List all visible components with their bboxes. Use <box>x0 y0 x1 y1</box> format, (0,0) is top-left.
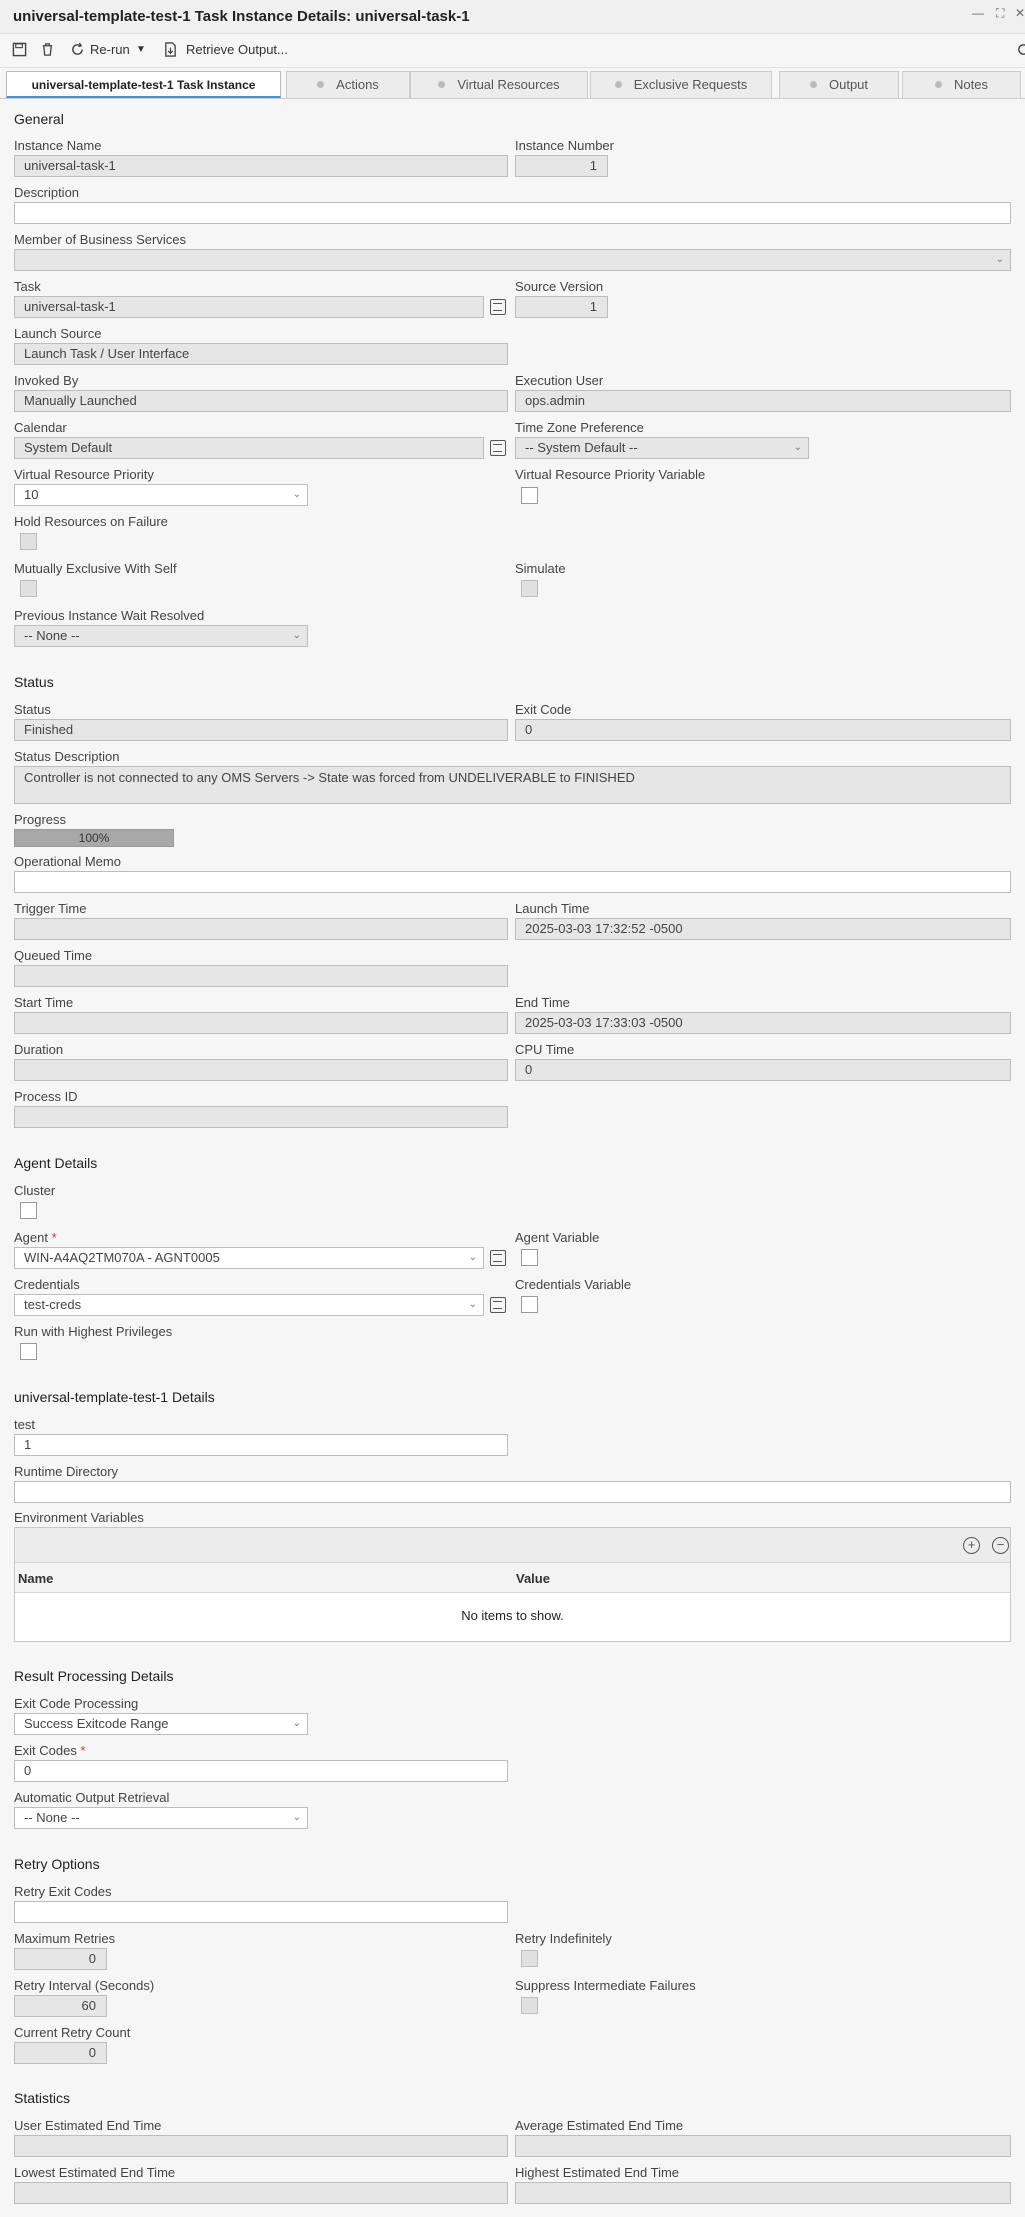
duration-label: Duration <box>14 1042 64 1057</box>
tab-label: Exclusive Requests <box>633 77 748 92</box>
simulate-checkbox <box>521 580 538 597</box>
maximize-icon[interactable]: ⛶ <box>996 6 1005 20</box>
simulate-label: Simulate <box>515 561 566 576</box>
time-zone-label: Time Zone Preference <box>515 420 644 435</box>
low-est-end-label: Lowest Estimated End Time <box>14 2165 176 2180</box>
description-field[interactable] <box>14 202 1011 224</box>
end-time-field: 2025-03-03 17:33:03 -0500 <box>515 1012 1011 1034</box>
description-label: Description <box>14 185 80 200</box>
rerun-chevron-down-icon[interactable]: ▼ <box>136 44 146 55</box>
tab-dot-icon <box>317 81 324 88</box>
agent-details-icon[interactable] <box>490 1250 506 1266</box>
auto-output-label: Automatic Output Retrieval <box>14 1790 170 1805</box>
runtime-directory-field[interactable] <box>14 1481 1011 1503</box>
launch-time-field: 2025-03-03 17:32:52 -0500 <box>515 918 1011 940</box>
credentials-details-icon[interactable] <box>490 1297 506 1313</box>
retry-interval-label: Retry Interval (Seconds) <box>14 1978 155 1993</box>
tab-label: universal-template-test-1 Task Instance <box>31 78 256 92</box>
task-field: universal-task-1 <box>14 296 484 318</box>
exit-code-processing-value: Success Exitcode Range <box>24 1716 169 1731</box>
vr-priority-value: 10 <box>24 487 39 502</box>
status-label: Status <box>14 702 51 717</box>
invoked-by-field: Manually Launched <box>14 390 508 412</box>
chevron-down-icon: ⌄ <box>468 1299 477 1310</box>
launch-source-label: Launch Source <box>14 326 102 341</box>
tab-task-instance[interactable] <box>6 71 281 98</box>
column-header-value[interactable]: Value <box>516 1571 550 1586</box>
instance-name-field: universal-task-1 <box>14 155 508 177</box>
credentials-select[interactable] <box>14 1294 484 1316</box>
chevron-down-icon: ⌄ <box>292 1718 301 1729</box>
calendar-label: Calendar <box>14 420 67 435</box>
grid-toolbar <box>15 1528 1010 1563</box>
tab-dot-icon <box>615 81 622 88</box>
hold-resources-checkbox <box>20 533 37 550</box>
low-est-end-field <box>14 2182 508 2204</box>
user-est-end-label: User Estimated End Time <box>14 2118 162 2133</box>
required-marker: * <box>80 1743 86 1758</box>
credentials-label: Credentials <box>14 1277 80 1292</box>
high-est-end-field <box>515 2182 1011 2204</box>
vr-priority-label: Virtual Resource Priority <box>14 467 154 482</box>
tab-label: Virtual Resources <box>457 77 560 92</box>
suppress-failures-label: Suppress Intermediate Failures <box>515 1978 696 1993</box>
tab-label: Output <box>828 77 869 92</box>
mutex-label: Mutually Exclusive With Self <box>14 561 177 576</box>
window-title: universal-template-test-1 Task Instance Details: universal-task-1 <box>13 8 470 25</box>
cpu-time-field: 0 <box>515 1059 1011 1081</box>
queued-time-field <box>14 965 508 987</box>
calendar-details-icon[interactable] <box>490 440 506 456</box>
section-retry-options: Retry Options <box>14 1856 100 1872</box>
chevron-down-icon: ⌄ <box>292 630 301 641</box>
exit-code-processing-select[interactable] <box>14 1713 308 1735</box>
cluster-checkbox[interactable] <box>20 1202 37 1219</box>
current-retry-field: 0 <box>14 2042 107 2064</box>
start-time-label: Start Time <box>14 995 74 1010</box>
chevron-down-icon: ⌄ <box>292 1812 301 1823</box>
chevron-down-icon: ⌄ <box>292 489 301 500</box>
instance-name-label: Instance Name <box>14 138 102 153</box>
instance-number-label: Instance Number <box>515 138 614 153</box>
suppress-failures-checkbox <box>521 1997 538 2014</box>
grid-header <box>15 1563 1010 1593</box>
exit-code-field: 0 <box>515 719 1011 741</box>
retry-exit-codes-field[interactable] <box>14 1901 508 1923</box>
toolbar <box>0 34 1025 68</box>
tab-virtual-resources[interactable] <box>410 71 588 98</box>
exit-code-processing-label: Exit Code Processing <box>14 1696 139 1711</box>
trigger-time-label: Trigger Time <box>14 901 87 916</box>
retry-interval-field: 60 <box>14 1995 107 2017</box>
agent-variable-label: Agent Variable <box>515 1230 600 1245</box>
avg-est-end-label: Average Estimated End Time <box>515 2118 684 2133</box>
chevron-down-icon: ⌄ <box>995 254 1004 265</box>
title-bar <box>0 0 1025 34</box>
execution-user-field: ops.admin <box>515 390 1011 412</box>
tab-label: Actions <box>336 77 379 92</box>
progress-value: 100% <box>78 831 110 845</box>
exit-code-label: Exit Code <box>515 702 572 717</box>
chevron-down-icon: ⌄ <box>793 442 802 453</box>
prev-wait-label: Previous Instance Wait Resolved <box>14 608 205 623</box>
member-label: Member of Business Services <box>14 232 186 247</box>
tab-actions[interactable] <box>286 71 410 98</box>
delete-icon[interactable] <box>40 42 55 57</box>
tab-output[interactable] <box>779 71 899 98</box>
end-time-label: End Time <box>515 995 570 1010</box>
section-result-processing: Result Processing Details <box>14 1668 174 1684</box>
test-field[interactable]: 1 <box>14 1434 508 1456</box>
section-general: General <box>14 111 64 127</box>
calendar-field: System Default <box>14 437 484 459</box>
refresh-icon[interactable] <box>1016 42 1025 57</box>
status-description-field: Controller is not connected to any OMS Servers -> State was forced from UNDELIVERABLE to FINISHED <box>14 766 1011 804</box>
cluster-label: Cluster <box>14 1183 56 1198</box>
max-retries-label: Maximum Retries <box>14 1931 116 1946</box>
agent-label-text: Agent <box>14 1230 48 1245</box>
exit-codes-label-text: Exit Codes <box>14 1743 77 1758</box>
hold-resources-label: Hold Resources on Failure <box>14 514 168 529</box>
invoked-by-label: Invoked By <box>14 373 79 388</box>
tab-exclusive-requests[interactable] <box>590 71 772 98</box>
agent-select[interactable] <box>14 1247 484 1269</box>
rerun-button[interactable]: Re-run <box>90 42 130 57</box>
user-est-end-field <box>14 2135 508 2157</box>
vr-priority-var-checkbox[interactable] <box>521 487 538 504</box>
queued-time-label: Queued Time <box>14 948 93 963</box>
highest-privileges-checkbox[interactable] <box>20 1343 37 1360</box>
trigger-time-field <box>14 918 508 940</box>
retrieve-output-icon[interactable] <box>163 42 178 57</box>
section-status: Status <box>14 674 54 690</box>
prev-wait-value: -- None -- <box>24 628 80 643</box>
env-variables-label: Environment Variables <box>14 1510 144 1525</box>
process-id-label: Process ID <box>14 1089 78 1104</box>
section-template-details: universal-template-test-1 Details <box>14 1389 215 1405</box>
tab-dot-icon <box>438 81 445 88</box>
retry-indefinitely-checkbox <box>521 1950 538 1967</box>
prev-wait-select[interactable] <box>14 625 308 647</box>
avg-est-end-field <box>515 2135 1011 2157</box>
time-zone-value: -- System Default -- <box>525 440 638 455</box>
tab-dot-icon <box>810 81 817 88</box>
exit-codes-label <box>14 1743 86 1758</box>
column-header-name[interactable]: Name <box>18 1571 54 1586</box>
business-services-select[interactable] <box>14 249 1011 271</box>
progress-bar <box>14 829 174 847</box>
tab-dot-icon <box>935 81 942 88</box>
current-retry-label: Current Retry Count <box>14 2025 131 2040</box>
minimize-icon[interactable]: — <box>972 6 984 20</box>
time-zone-select[interactable] <box>515 437 809 459</box>
operational-memo-label: Operational Memo <box>14 854 121 869</box>
launch-source-field: Launch Task / User Interface <box>14 343 508 365</box>
execution-user-label: Execution User <box>515 373 604 388</box>
retrieve-output-button[interactable]: Retrieve Output... <box>186 42 288 57</box>
mutex-checkbox <box>20 580 37 597</box>
credentials-variable-checkbox[interactable] <box>521 1296 538 1313</box>
instance-number-field: 1 <box>515 155 608 177</box>
rerun-icon[interactable] <box>70 42 85 57</box>
agent-label <box>14 1230 57 1245</box>
vr-priority-var-label: Virtual Resource Priority Variable <box>515 467 706 482</box>
launch-time-label: Launch Time <box>515 901 590 916</box>
credentials-value: test-creds <box>24 1297 82 1312</box>
status-field: Finished <box>14 719 508 741</box>
duration-field <box>14 1059 508 1081</box>
save-icon[interactable] <box>12 42 27 57</box>
remove-row-icon[interactable]: − <box>992 1537 1009 1554</box>
tab-notes[interactable] <box>902 71 1021 98</box>
source-version-field: 1 <box>515 296 608 318</box>
section-agent-details: Agent Details <box>14 1155 98 1171</box>
add-row-icon[interactable]: + <box>963 1537 980 1554</box>
process-id-field <box>14 1106 508 1128</box>
auto-output-select[interactable] <box>14 1807 308 1829</box>
high-est-end-label: Highest Estimated End Time <box>515 2165 680 2180</box>
task-label: Task <box>14 279 41 294</box>
grid-empty-message: No items to show. <box>461 1608 564 1623</box>
exit-codes-field[interactable]: 0 <box>14 1760 508 1782</box>
progress-label: Progress <box>14 812 67 827</box>
agent-variable-checkbox[interactable] <box>521 1249 538 1266</box>
status-description-label: Status Description <box>14 749 120 764</box>
cpu-time-label: CPU Time <box>515 1042 575 1057</box>
task-details-icon[interactable] <box>490 299 506 315</box>
tab-label: Notes <box>954 77 988 92</box>
credentials-variable-label: Credentials Variable <box>515 1277 632 1292</box>
env-variables-grid <box>14 1527 1011 1642</box>
form-panel <box>0 98 1025 2217</box>
chevron-down-icon: ⌄ <box>468 1252 477 1263</box>
retry-exit-codes-label: Retry Exit Codes <box>14 1884 112 1899</box>
test-label: test <box>14 1417 35 1432</box>
retry-indefinitely-label: Retry Indefinitely <box>515 1931 612 1946</box>
highest-privileges-label: Run with Highest Privileges <box>14 1324 173 1339</box>
section-statistics: Statistics <box>14 2090 71 2106</box>
operational-memo-field[interactable] <box>14 871 1011 893</box>
vr-priority-select[interactable] <box>14 484 308 506</box>
agent-value: WIN-A4AQ2TM070A - AGNT0005 <box>24 1250 220 1265</box>
max-retries-field: 0 <box>14 1948 107 1970</box>
runtime-directory-label: Runtime Directory <box>14 1464 119 1479</box>
tab-bar <box>0 68 1025 98</box>
source-version-label: Source Version <box>515 279 604 294</box>
required-marker: * <box>51 1230 57 1245</box>
close-icon[interactable]: ✕ <box>1015 6 1025 20</box>
auto-output-value: -- None -- <box>24 1810 80 1825</box>
start-time-field <box>14 1012 508 1034</box>
